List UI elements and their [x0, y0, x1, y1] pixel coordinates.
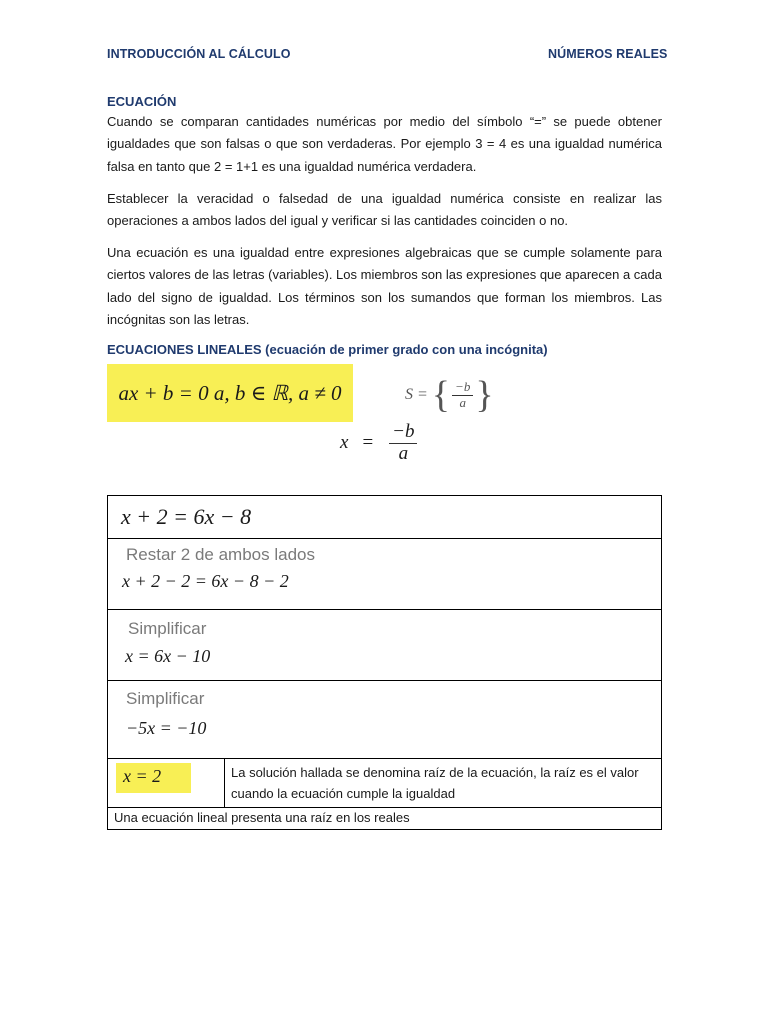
solution-steps-table: [107, 495, 662, 830]
solution-set-fraction: [452, 380, 473, 410]
right-brace: }: [475, 374, 494, 416]
step2-equation: x = 6x − 10: [125, 646, 211, 666]
solution-formula: [340, 422, 419, 465]
result-equation: x = 2: [116, 763, 191, 793]
fraction-denominator: a: [459, 394, 466, 410]
paragraph-veracidad: Establecer la veracidad o falsedad de una igualdad numérica consiste en realizar las operaciones a ambos lados del igual y verificar si las cantidades coinciden o no.: [107, 191, 662, 229]
table-row-step2: [108, 610, 662, 681]
left-brace: {: [431, 374, 451, 416]
formula-fraction: [389, 422, 417, 465]
solution-set: [405, 376, 494, 414]
header-left-title: INTRODUCCIÓN AL CÁLCULO: [107, 47, 291, 61]
step2-label: Simplificar: [128, 619, 207, 638]
paragraph-definicion: Una ecuación es una igualdad entre expresiones algebraicas que se cumple solamente para ciertos valores de las letras (variables). Los miembros son las expresiones que aparecen a cada lado del signo de igualdad. Los términos son los sumandos que forman los miembros. Las incógnitas son las letras.: [107, 245, 662, 327]
formula-equals: =: [362, 432, 374, 454]
section-title-ecuacion: ECUACIÓN: [107, 94, 177, 109]
solution-set-label: S =: [405, 386, 428, 403]
header-right-title: NÚMEROS REALES: [548, 47, 668, 61]
section-title-lineales: ECUACIONES LINEALES (ecuación de primer grado con una incógnita): [107, 342, 548, 357]
step1-equation: x + 2 − 2 = 6x − 8 − 2: [122, 571, 289, 591]
step1-label: Restar 2 de ambos lados: [126, 545, 315, 564]
step3-equation: −5x = −10: [126, 718, 207, 738]
equation-text: x + 2 = 6x − 8: [121, 504, 252, 529]
general-form-equation: [107, 364, 353, 422]
paragraph-intro: Cuando se comparan cantidades numéricas por medio del símbolo “=” se puede obtener igualdades que son falsas o que son verdaderas. Por ejemplo 3 = 4 es una igualdad numérica falsa en tanto que 2 = 1+1 es una igualdad numérica verdadera.: [107, 114, 662, 174]
table-row-footer: [108, 808, 662, 830]
formula-denominator: a: [398, 442, 409, 464]
step3-label: Simplificar: [126, 689, 205, 708]
table-row-step1: [108, 539, 662, 610]
formula-x: x: [340, 432, 349, 454]
formula-numerator: −b: [389, 422, 417, 444]
table-row-step3: [108, 681, 662, 759]
fraction-numerator: −b: [452, 380, 473, 395]
table-row-result: [108, 759, 662, 808]
result-note: La solución hallada se denomina raíz de la ecuación, la raíz es el valor cuando la ecuación cumple la igualdad: [225, 759, 662, 808]
table-row-equation: [108, 496, 662, 539]
general-form-text: ax + b = 0 a, b ∈ ℝ, a ≠ 0: [118, 380, 342, 405]
footer-note: Una ecuación lineal presenta una raíz en los reales: [108, 808, 662, 830]
